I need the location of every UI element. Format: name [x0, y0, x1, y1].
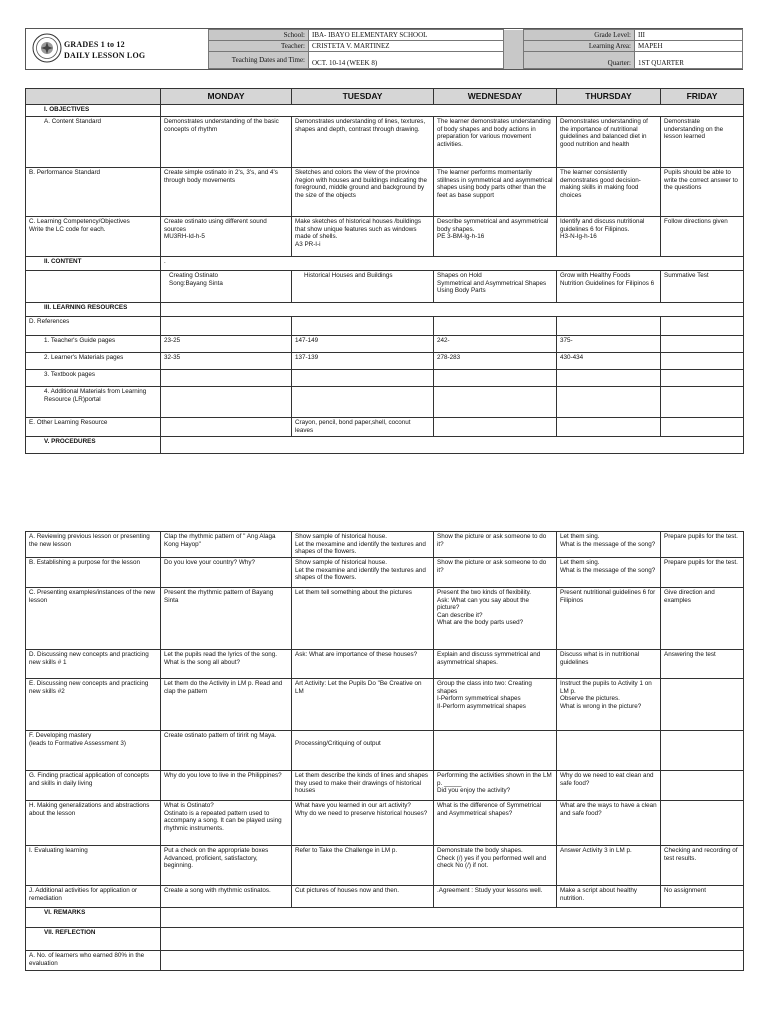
procedure-f-tue: Processing/Critiquing of output — [292, 731, 434, 771]
teachers-guide-thu: 375- — [557, 336, 661, 353]
competency-thu: Identify and discuss nutritional guidelines 6 for Filipinos. H3-N-Ig-h-16 — [557, 217, 661, 257]
textbook-label: 3. Textbook pages — [26, 370, 161, 387]
content-standard-fri: Demonstrate understanding on the lesson learned — [661, 117, 744, 168]
quarter-value: 1ST QUARTER — [635, 52, 743, 69]
corner-cell — [26, 89, 161, 105]
competency-wed: Describe symmetrical and asymmetrical body shapes. PE 3-BM-Ig-h-16 — [434, 217, 557, 257]
teacher-value: CRISTETA V. MARTINEZ — [309, 41, 504, 52]
procedure-e-mon: Let them do the Activity in LM p. Read and clap the pattern — [161, 679, 292, 731]
procedure-g-thu: Why do we need to eat clean and safe food? — [557, 771, 661, 801]
header-info-table — [208, 29, 743, 69]
header-gap — [504, 30, 524, 41]
learning-area-value: MAPEH — [635, 41, 743, 52]
remarks-heading: VI. REMARKS — [26, 908, 161, 928]
additional-materials-fri — [661, 387, 744, 418]
objectives-heading: I. OBJECTIVES — [26, 105, 161, 117]
learners-materials-thu: 430-434 — [557, 353, 661, 370]
performance-standard-thu: The learner consistently demonstrates good decision-making skills in making food choices — [557, 168, 661, 217]
learning-resources-heading: III. LEARNING RESOURCES — [26, 303, 161, 317]
quarter-label: Quarter: — [524, 52, 635, 69]
procedure-label-d: D. Discussing new concepts and practicing new skills # 1 — [26, 650, 161, 679]
procedure-label-e: E. Discussing new concepts and practicing new skills #2 — [26, 679, 161, 731]
school-value: IBA- IBAYO ELEMENTARY SCHOOL — [309, 30, 504, 41]
procedure-a-tue: Show sample of historical house. Let the mexamine and identify the textures and shapes of the flowers. — [292, 532, 434, 558]
content-thu: Grow with Healthy Foods Nutrition Guidelines for Filipinos 6 — [557, 271, 661, 303]
procedure-e-tue: Art Activity: Let the Pupils Do "Be Creative on LM — [292, 679, 434, 731]
procedure-b-thu: Let them sing. What is the message of the song? — [557, 558, 661, 588]
references-wed — [434, 317, 557, 336]
learners-materials-label: 2. Learner's Materials pages — [26, 353, 161, 370]
content-standard-tue: Demonstrates understanding of lines, textures, shapes and depth, contrast through drawing. — [292, 117, 434, 168]
learners-80-label: A. No. of learners who earned 80% in the evaluation — [26, 951, 161, 971]
learning-resources-span — [161, 303, 744, 317]
other-resource-fri — [661, 418, 744, 437]
grade-value: III — [635, 30, 743, 41]
procedure-f-thu — [557, 731, 661, 771]
textbook-fri — [661, 370, 744, 387]
procedure-j-fri: No assignment — [661, 886, 744, 908]
procedure-label-a: A. Reviewing previous lesson or presenting the new lesson — [26, 532, 161, 558]
other-resource-label: E. Other Learning Resource — [26, 418, 161, 437]
procedure-e-fri — [661, 679, 744, 731]
content-heading: II. CONTENT — [26, 257, 161, 271]
procedure-b-wed: Show the picture or ask someone to do it? — [434, 558, 557, 588]
header — [25, 28, 743, 70]
teachers-guide-label: 1. Teacher's Guide pages — [26, 336, 161, 353]
content-fri: Summative Test — [661, 271, 744, 303]
teachers-guide-mon: 23-25 — [161, 336, 292, 353]
learners-materials-fri — [661, 353, 744, 370]
procedure-b-mon: Do you love your country? Why? — [161, 558, 292, 588]
additional-materials-thu — [557, 387, 661, 418]
header-gap — [504, 52, 524, 69]
performance-standard-fri: Pupils should be able to write the correct answer to the questions — [661, 168, 744, 217]
procedure-d-wed: Explain and discuss symmetrical and asymmetrical shapes. — [434, 650, 557, 679]
procedure-label-b: B. Establishing a purpose for the lesson — [26, 558, 161, 588]
procedure-a-mon: Clap the rhythmic pattern of " Ang Alaga Kong Hayop" — [161, 532, 292, 558]
content-heading-span: . — [161, 257, 744, 271]
procedure-c-wed: Present the two kinds of flexibility. Ask: What can you say about the picture? Can describe it? What are the body parts used? — [434, 588, 557, 650]
procedure-e-wed: Group the class into two: Creating shapes I-Perform symmetrical shapes II-Perform asymmetrical shapes — [434, 679, 557, 731]
learners-materials-mon: 32-35 — [161, 353, 292, 370]
performance-standard-label: B. Performance Standard — [26, 168, 161, 217]
procedure-a-thu: Let them sing. What is the message of the song? — [557, 532, 661, 558]
competency-fri: Follow directions given — [661, 217, 744, 257]
dates-value: OCT. 10-14 (WEEK 8) — [309, 52, 504, 69]
performance-standard-tue: Sketches and colors the view of the province /region with houses and buildings indicating the foreground, middle ground and background by the size of the objects — [292, 168, 434, 217]
procedure-d-tue: Ask: What are importance of these houses? — [292, 650, 434, 679]
reflection-heading: VII. REFLECTION — [26, 928, 161, 951]
learners-materials-tue: 137-139 — [292, 353, 434, 370]
procedure-label-j: J. Additional activities for application or remediation — [26, 886, 161, 908]
additional-materials-mon — [161, 387, 292, 418]
performance-standard-wed: The learner performs momentarily stillness in symmetrical and asymmetrical shapes using body parts other than the feet as base support — [434, 168, 557, 217]
textbook-tue — [292, 370, 434, 387]
procedure-g-mon: Why do you love to live in the Philippines? — [161, 771, 292, 801]
day-header-tuesday: TUESDAY — [292, 89, 434, 105]
procedure-d-mon: Let the pupils read the lyrics of the song. What is the song all about? — [161, 650, 292, 679]
procedure-i-mon: Put a check on the appropriate boxes Advanced, proficient, satisfactory, beginning. — [161, 846, 292, 886]
competency-tue: Make sketches of historical houses /buildings that show unique features such as windows made of shells. A3 PR-I-i — [292, 217, 434, 257]
textbook-mon — [161, 370, 292, 387]
procedure-h-tue: What have you learned in our art activity? Why do we need to preserve historical houses? — [292, 801, 434, 846]
objectives-span — [161, 105, 744, 117]
procedure-b-tue: Show sample of historical house. Let the mexamine and identify the textures and shapes of the flowers. — [292, 558, 434, 588]
procedure-e-thu: Instruct the pupils to Activity 1 on LM p. Observe the pictures. What is wrong in the picture? — [557, 679, 661, 731]
other-resource-thu — [557, 418, 661, 437]
lesson-plan-table-top — [25, 88, 744, 454]
content-wed: Shapes on Hold Symmetrical and Asymmetrical Shapes Using Body Parts — [434, 271, 557, 303]
procedure-label-c: C. Presenting examples/instances of the new lesson — [26, 588, 161, 650]
other-resource-tue: Crayon, pencil, bond paper,shell, coconut leaves — [292, 418, 434, 437]
other-resource-mon — [161, 418, 292, 437]
additional-materials-wed — [434, 387, 557, 418]
procedure-label-i: I. Evaluating learning — [26, 846, 161, 886]
references-thu — [557, 317, 661, 336]
teachers-guide-wed: 242- — [434, 336, 557, 353]
references-mon — [161, 317, 292, 336]
grade-label: Grade Level: — [524, 30, 635, 41]
performance-standard-mon: Create simple ostinato in 2's, 3's, and 4's through body movements — [161, 168, 292, 217]
procedure-i-tue: Refer to Take the Challenge in LM p. — [292, 846, 434, 886]
competency-mon: Create ostinato using different sound sources MU3RH-Id-h-5 — [161, 217, 292, 257]
procedure-d-fri: Answering the test — [661, 650, 744, 679]
procedures-span — [161, 437, 744, 454]
deped-seal-icon — [32, 33, 62, 63]
procedure-h-mon: What is Ostinato? Ostinato is a repeated pattern used to accompany a song. It can be played using rhythmic instruments. — [161, 801, 292, 846]
references-fri — [661, 317, 744, 336]
references-label: D. References — [26, 317, 161, 336]
content-standard-mon: Demonstrates understanding of the basic concepts of rhythm — [161, 117, 292, 168]
header-gap — [504, 41, 524, 52]
procedure-h-thu: What are the ways to have a clean and safe food? — [557, 801, 661, 846]
content-standard-wed: The learner demonstrates understanding of body shapes and body actions in preparation for various movement activities. — [434, 117, 557, 168]
procedure-i-fri: Checking and recording of test results. — [661, 846, 744, 886]
other-resource-wed — [434, 418, 557, 437]
day-header-wednesday: WEDNESDAY — [434, 89, 557, 105]
procedure-j-mon: Create a song with rhythmic ostinatos. — [161, 886, 292, 908]
procedure-f-fri — [661, 731, 744, 771]
procedure-a-wed: Show the picture or ask someone to do it? — [434, 532, 557, 558]
day-header-thursday: THURSDAY — [557, 89, 661, 105]
procedure-h-wed: What is the difference of Symmetrical and Asymmetrical shapes? — [434, 801, 557, 846]
logo-box — [26, 29, 209, 69]
content-mon: Creating Ostinato Song:Bayang Sinta — [161, 271, 292, 303]
day-header-friday: FRIDAY — [661, 89, 744, 105]
procedure-label-h: H. Making generalizations and abstractions about the lesson — [26, 801, 161, 846]
remarks-span — [161, 908, 744, 928]
textbook-thu — [557, 370, 661, 387]
content-standard-label: A. Content Standard — [26, 117, 161, 168]
procedure-c-mon: Present the rhythmic pattern of Bayang Sinta — [161, 588, 292, 650]
school-label: School: — [209, 30, 309, 41]
textbook-wed — [434, 370, 557, 387]
day-header-monday: MONDAY — [161, 89, 292, 105]
references-tue — [292, 317, 434, 336]
procedure-j-tue: Cut pictures of houses now and then. — [292, 886, 434, 908]
procedure-g-wed: Performing the activities shown in the LM p. _____ Did you enjoy the activity? — [434, 771, 557, 801]
teachers-guide-fri — [661, 336, 744, 353]
dates-label: Teaching Dates and Time: — [209, 52, 309, 69]
procedure-label-g: G. Finding practical application of concepts and skills in daily living — [26, 771, 161, 801]
procedure-f-mon: Create ostinato pattern of tiririt ng Maya. — [161, 731, 292, 771]
brand-line-2: DAILY LESSON LOG — [64, 51, 146, 60]
procedure-c-fri: Give direction and examples — [661, 588, 744, 650]
procedure-label-f: F. Developing mastery (leads to Formative Assessment 3) — [26, 731, 161, 771]
learners-materials-wed: 278-283 — [434, 353, 557, 370]
competency-label: C. Learning Competency/Objectives Write the LC code for each. — [26, 217, 161, 257]
procedure-f-wed — [434, 731, 557, 771]
teacher-label: Teacher: — [209, 41, 309, 52]
procedure-j-wed: .Agreement : Study your lessons well. — [434, 886, 557, 908]
content-standard-thu: Demonstrates understanding of the importance of nutritional guidelines and balanced diet in good nutrition and health — [557, 117, 661, 168]
lesson-plan-table-bottom — [25, 531, 744, 971]
procedure-d-thu: Discuss what is in nutritional guidelines — [557, 650, 661, 679]
additional-materials-label: 4. Additional Materials from Learning Resource (LR)portal — [26, 387, 161, 418]
procedure-i-wed: Demonstrate the body shapes. Check (/) yes if you performed well and check No (/) if not. — [434, 846, 557, 886]
procedure-i-thu: Answer Activity 3 in LM p. — [557, 846, 661, 886]
reflection-span — [161, 928, 744, 951]
brand-line-1: GRADES 1 to 12 — [64, 40, 125, 49]
content-row-label — [26, 271, 161, 303]
procedure-a-fri: Prepare pupils for the test. — [661, 532, 744, 558]
procedures-heading: V. PROCEDURES — [26, 437, 161, 454]
learners-80-span — [161, 951, 744, 971]
procedure-c-tue: Let them tell something about the pictures — [292, 588, 434, 650]
additional-materials-tue — [292, 387, 434, 418]
teachers-guide-tue: 147-149 — [292, 336, 434, 353]
procedure-h-fri — [661, 801, 744, 846]
procedure-c-thu: Present nutritional guidelines 6 for Filipinos — [557, 588, 661, 650]
learning-area-label: Learning Area: — [524, 41, 635, 52]
procedure-b-fri: Prepare pupils for the test. — [661, 558, 744, 588]
content-tue: Historical Houses and Buildings — [292, 271, 434, 303]
procedure-g-tue: Let them describe the kinds of lines and shapes they used to make their drawings of historical houses — [292, 771, 434, 801]
procedure-g-fri — [661, 771, 744, 801]
procedure-j-thu: Make a script about healthy nutrition. — [557, 886, 661, 908]
